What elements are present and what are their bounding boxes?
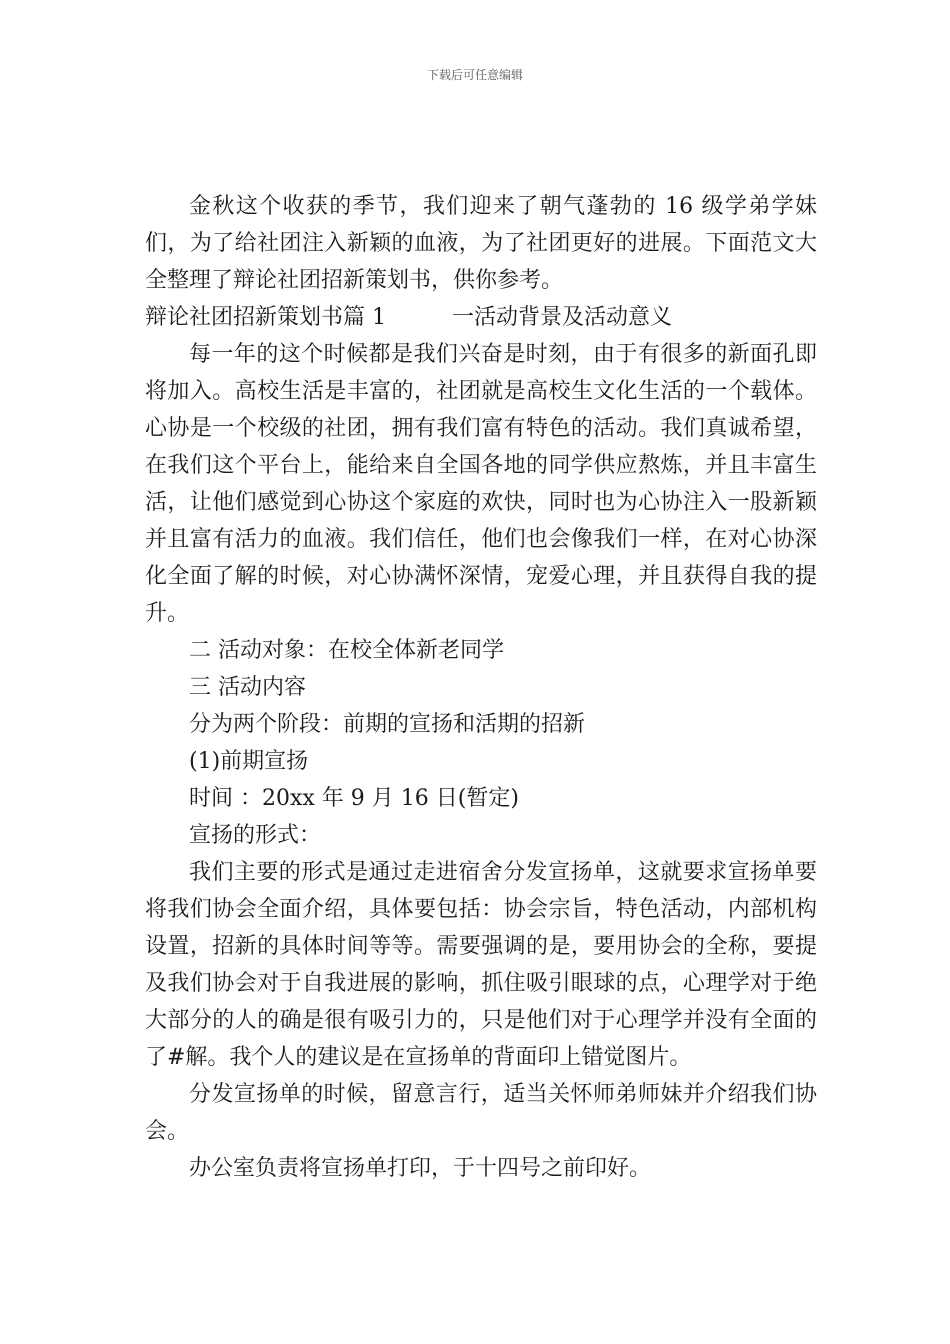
document-body [145, 188, 817, 1187]
section-heading: 辩论社团招新策划书篇 1 一活动背景及活动意义 [145, 305, 672, 330]
paragraph-stages: 分为两个阶段：前期的宣扬和活期的招新 [189, 712, 586, 737]
paragraph-distribution: 分发宣扬单的时候，留意言行，适当关怀师弟师妹并介绍我们协会。 [145, 1082, 817, 1144]
paragraph-content-heading: 三 活动内容 [189, 675, 306, 700]
paragraph-target: 二 活动对象：在校全体新老同学 [189, 638, 504, 663]
paragraph-form-heading: 宣扬的形式： [189, 823, 322, 848]
paragraph-printing: 办公室负责将宣扬单打印，于十四号之前印好。 [189, 1156, 652, 1181]
paragraph-background: 每一年的这个时候都是我们兴奋是时刻，由于有很多的新面孔即将加入。高校生活是丰富的，社团就是高校生文化生活的一个载体。心协是一个校级的社团，拥有我们富有特色的活动。我们真诚希望，在我们这个平台上，能给来自全国各地的同学供应熬炼，并且丰富生活，让他们感觉到心协这个家庭的欢快，同时也为心协注入一股新颖并且富有活力的血液。我们信任，他们也会像我们一样，在对心协深化全面了解的时候，对心协满怀深情，宠爱心理，并且获得自我的提升。 [145, 342, 817, 626]
page-header: 下载后可任意编辑 [426, 68, 523, 82]
paragraph-time: 时间 ：20xx 年 9 月 16 日(暂定) [189, 786, 519, 811]
paragraph-stage-1: (1)前期宣扬 [189, 749, 309, 774]
paragraph-intro: 金秋这个收获的季节，我们迎来了朝气蓬勃的 16 级学弟学妹们，为了给社团注入新颖的血液，为了社团更好的进展。下面范文大全整理了辩论社团招新策划书，供你参考。 [145, 194, 817, 293]
paragraph-form-detail: 我们主要的形式是通过走进宿舍分发宣扬单，这就要求宣扬单要将我们协会全面介绍，具体要包括：协会宗旨，特色活动，内部机构设置，招新的具体时间等等。需要强调的是，要用协会的全称，要提及我们协会对于自我进展的影响，抓住吸引眼球的点，心理学对于绝大部分的人的确是很有吸引力的，只是他们对于心理学并没有全面的了#解。我个人的建议是在宣扬单的背面印上错觉图片。 [145, 860, 817, 1070]
